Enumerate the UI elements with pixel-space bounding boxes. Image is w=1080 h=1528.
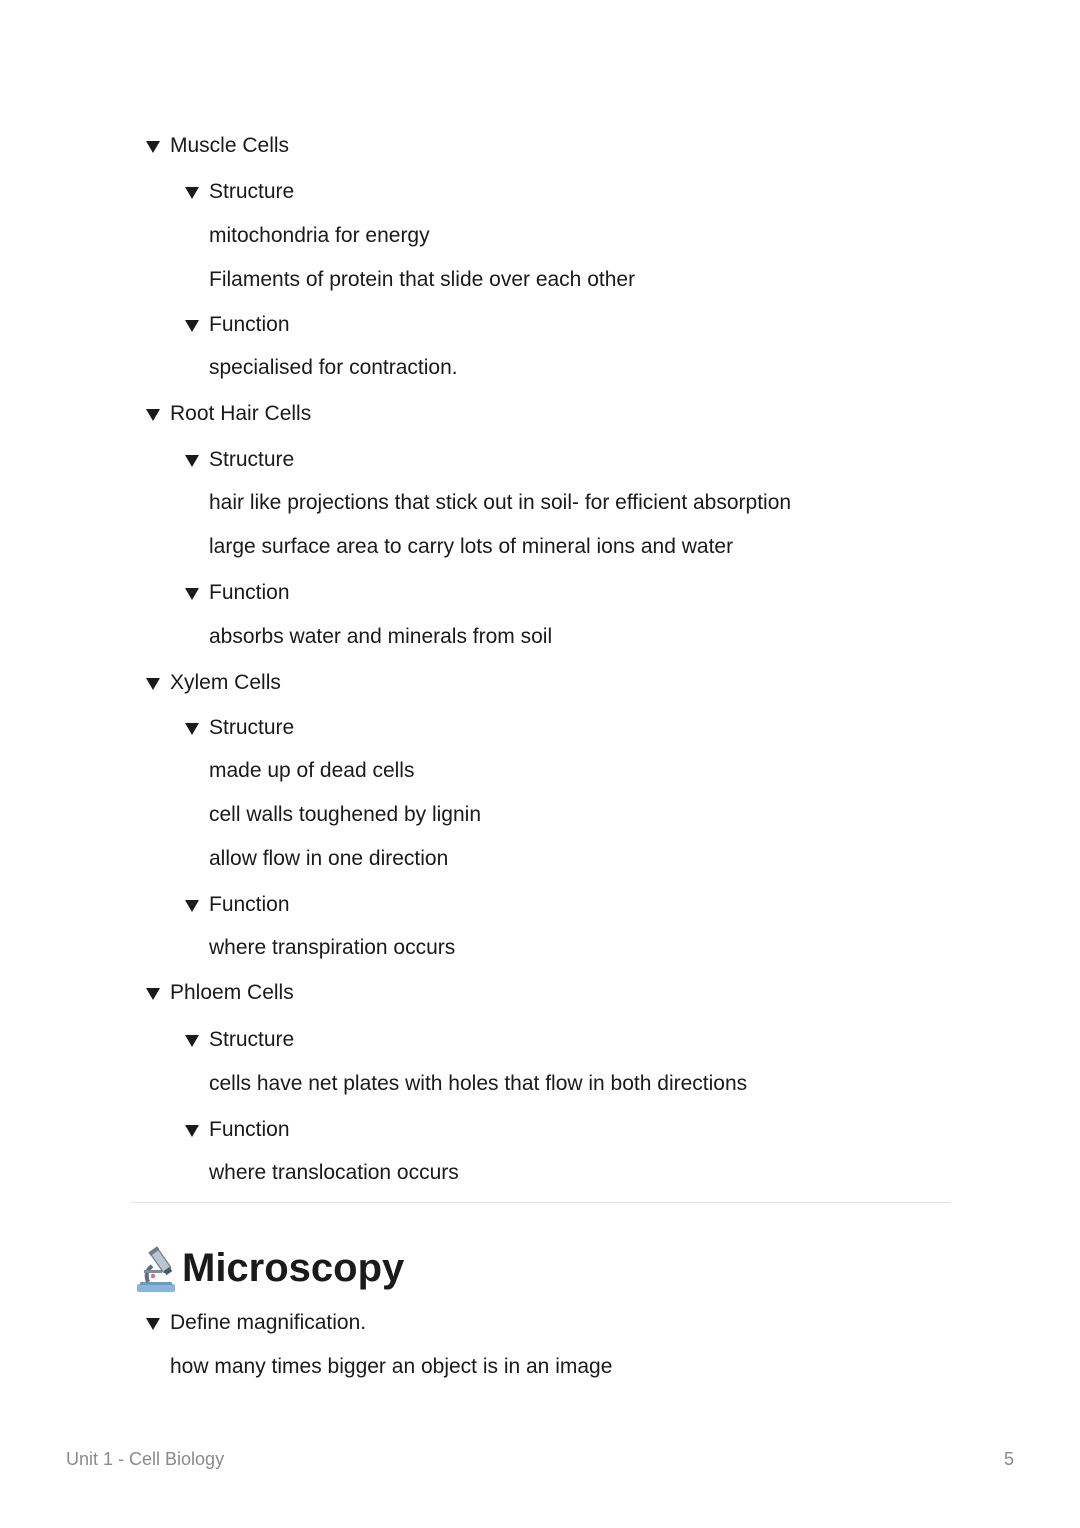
toggle-define-magnification[interactable] (146, 1310, 366, 1336)
triangle-down-icon (146, 409, 160, 421)
microscope-icon (134, 1246, 178, 1294)
toggle-root-hair-structure[interactable] (185, 447, 294, 473)
toggle-xylem-structure[interactable] (185, 715, 294, 741)
list-item: hair like projections that stick out in soil- for efficient absorption (209, 491, 792, 514)
toggle-muscle-structure[interactable] (185, 179, 294, 205)
triangle-down-icon (185, 1125, 199, 1137)
toggle-phloem-structure[interactable] (185, 1027, 294, 1053)
list-item: Filaments of protein that slide over each other (209, 268, 636, 291)
list-item: where translocation occurs (209, 1161, 459, 1184)
list-item: made up of dead cells (209, 759, 415, 782)
toggle-label: Structure (209, 448, 295, 471)
toggle-phloem-cells[interactable] (146, 980, 294, 1006)
list-item: cells have net plates with holes that flow in both directions (209, 1072, 748, 1095)
toggle-label: Structure (209, 716, 295, 739)
toggle-title: Phloem Cells (170, 981, 294, 1004)
triangle-down-icon (146, 141, 160, 153)
toggle-xylem-cells[interactable] (146, 670, 281, 696)
toggle-root-hair-function[interactable] (185, 580, 290, 606)
triangle-down-icon (185, 187, 199, 199)
triangle-down-icon (185, 900, 199, 912)
list-item: absorbs water and minerals from soil (209, 625, 553, 648)
triangle-down-icon (185, 723, 199, 735)
toggle-title: Xylem Cells (170, 671, 281, 694)
microscopy-heading (134, 1242, 404, 1294)
triangle-down-icon (185, 588, 199, 600)
toggle-muscle-function[interactable] (185, 312, 290, 338)
list-item: cell walls toughened by lignin (209, 803, 482, 826)
toggle-phloem-function[interactable] (185, 1117, 290, 1143)
toggle-label: Function (209, 313, 290, 336)
footer-document-title: Unit 1 - Cell Biology (66, 1449, 225, 1469)
toggle-label: Function (209, 581, 290, 604)
toggle-label: Structure (209, 180, 295, 203)
toggle-muscle-cells[interactable] (146, 133, 289, 159)
triangle-down-icon (146, 988, 160, 1000)
answer-text: how many times bigger an object is in an image (170, 1355, 613, 1378)
list-item: mitochondria for energy (209, 224, 430, 247)
toggle-label: Structure (209, 1028, 295, 1051)
toggle-root-hair-cells[interactable] (146, 401, 311, 427)
footer-page-number: 5 (1004, 1449, 1015, 1469)
list-item: specialised for contraction. (209, 356, 458, 379)
toggle-title: Muscle Cells (170, 134, 290, 157)
toggle-title: Define magnification. (170, 1311, 367, 1334)
list-item: allow flow in one direction (209, 847, 449, 870)
triangle-down-icon (185, 320, 199, 332)
page-title: Microscopy (182, 1246, 405, 1290)
triangle-down-icon (185, 455, 199, 467)
list-item: large surface area to carry lots of mineral ions and water (209, 535, 734, 558)
triangle-down-icon (185, 1035, 199, 1047)
triangle-down-icon (146, 1318, 160, 1330)
triangle-down-icon (146, 678, 160, 690)
list-item: where transpiration occurs (209, 936, 456, 959)
toggle-label: Function (209, 1118, 290, 1141)
toggle-xylem-function[interactable] (185, 892, 290, 918)
section-divider (131, 1202, 950, 1203)
toggle-label: Function (209, 893, 290, 916)
toggle-title: Root Hair Cells (170, 402, 312, 425)
